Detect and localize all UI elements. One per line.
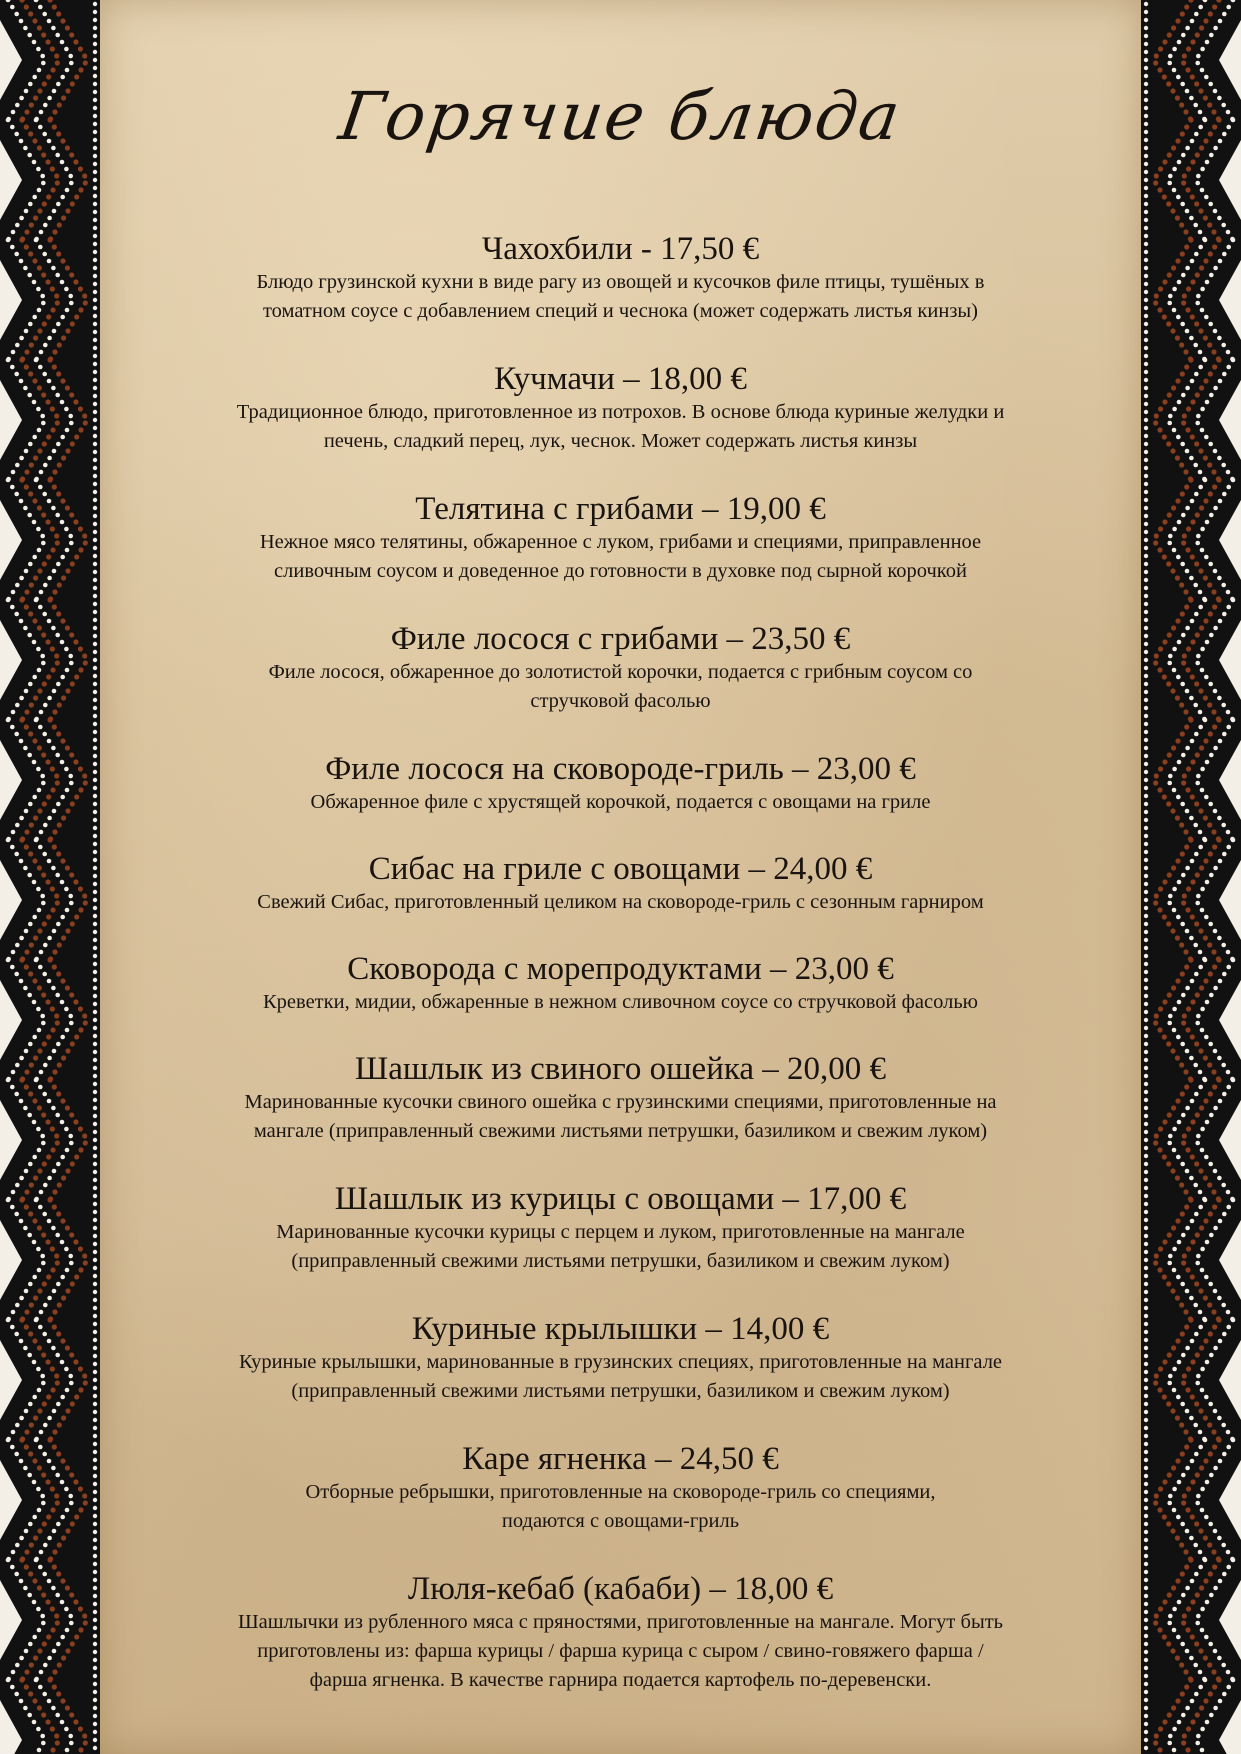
menu-item-description: мангале (приправленный свежими листьями петрушки, базиликом и свежим луком) — [253, 1120, 988, 1142]
menu-item-description: (приправленный свежими листьями петрушки, базиликом и свежим луком) — [291, 1380, 950, 1402]
menu-title: Горячие блюда — [334, 78, 907, 155]
menu-item-description: Обжаренное филе с хрустящей корочкой, подается с овощами на гриле — [310, 791, 931, 813]
menu-item — [120, 1050, 1121, 1146]
ornament-pattern-left — [0, 0, 100, 1754]
menu-item-name: Филе лосося на сковороде-гриль – 23,00 € — [325, 751, 916, 787]
menu-item-description: фарша ягненка. В качестве гарнира подается картофель по-деревенски. — [309, 1669, 932, 1691]
menu-item-description: Нежное мясо телятины, обжаренное с луком, грибами и специями, приправленное — [259, 531, 982, 553]
menu-item-name: Шашлык из свиного ошейка – 20,00 € — [354, 1051, 887, 1087]
menu-item-description: сливочным соусом и доведенное до готовности в духовке под сырной корочкой — [274, 560, 967, 582]
menu-item-description: Филе лосося, обжаренное до золотистой корочки, подается с грибным соусом со — [268, 661, 973, 683]
menu-item-description: Традиционное блюдо, приготовленное из потрохов. В основе блюда куриные желудки и — [236, 401, 1005, 423]
menu-item-name: Сибас на гриле с овощами – 24,00 € — [368, 851, 873, 887]
menu-item — [120, 1570, 1121, 1695]
ornament-border-left — [0, 0, 100, 1754]
menu-item-description: печень, сладкий перец, лук, чеснок. Может содержать листья кинзы — [323, 430, 918, 452]
menu-item — [120, 1180, 1121, 1276]
menu-item-description: Куриные крылышки, маринованные в грузинских специях, приготовленные на мангале — [238, 1351, 1003, 1373]
menu-item-name: Кучмачи – 18,00 € — [494, 361, 747, 397]
menu-item-description: Шашлычки из рубленного мяса с пряностями, приготовленные на мангале. Могут быть — [237, 1611, 1004, 1633]
menu-item-name: Каре ягненка – 24,50 € — [462, 1441, 779, 1477]
menu-page — [100, 0, 1141, 1754]
ornament-border-right — [1141, 0, 1241, 1754]
ornament-pattern-right — [1141, 0, 1241, 1754]
menu-item-description: (приправленный свежими листьями петрушки, базиликом и свежим луком) — [291, 1250, 950, 1272]
menu-item — [120, 950, 1121, 1017]
menu-item — [120, 750, 1121, 817]
menu-item-name: Люля-кебаб (кабаби) – 18,00 € — [407, 1571, 834, 1607]
menu-item-name: Куриные крылышки – 14,00 € — [411, 1311, 830, 1347]
menu-item — [120, 360, 1121, 456]
menu-item-description: томатном соусе с добавлением специй и чеснока (может содержать листья кинзы) — [262, 300, 979, 322]
menu-item-name: Сковорода с морепродуктами – 23,00 € — [347, 951, 894, 987]
menu-item-description: Свежий Сибас, приготовленный целиком на сковороде-гриль с сезонным гарниром — [257, 891, 984, 913]
menu-item-description: подаются с овощами-гриль — [501, 1510, 740, 1532]
menu-item-description: Блюдо грузинской кухни в виде рагу из овощей и кусочков филе птицы, тушёных в — [256, 271, 985, 293]
menu-item-name: Чахохбили - 17,50 € — [481, 231, 760, 267]
menu-item — [120, 850, 1121, 917]
menu-item-name: Филе лосося с грибами – 23,50 € — [390, 621, 851, 657]
menu-item — [120, 1440, 1121, 1536]
menu-item-name: Телятина с грибами – 19,00 € — [415, 491, 826, 527]
menu-item-description: стручковой фасолью — [530, 690, 711, 712]
menu-item-name: Шашлык из курицы с овощами – 17,00 € — [334, 1181, 907, 1217]
menu-item — [120, 1310, 1121, 1406]
menu-item-description: приготовлены из: фарша курицы / фарша курица с сыром / свино-говяжего фарша / — [257, 1640, 984, 1662]
menu-item-description: Маринованные кусочки курицы с перцем и луком, приготовленные на мангале — [276, 1221, 965, 1243]
menu-item-description: Креветки, мидии, обжаренные в нежном сливочном соусе со стручковой фасолью — [263, 991, 978, 1013]
menu-item-description: Отборные ребрышки, приготовленные на сковороде-гриль со специями, — [305, 1481, 936, 1503]
menu-item — [120, 620, 1121, 716]
menu-item — [120, 490, 1121, 586]
menu-item — [120, 230, 1121, 326]
menu-item-description: Маринованные кусочки свиного ошейка с грузинскими специями, приготовленные на — [244, 1091, 997, 1113]
